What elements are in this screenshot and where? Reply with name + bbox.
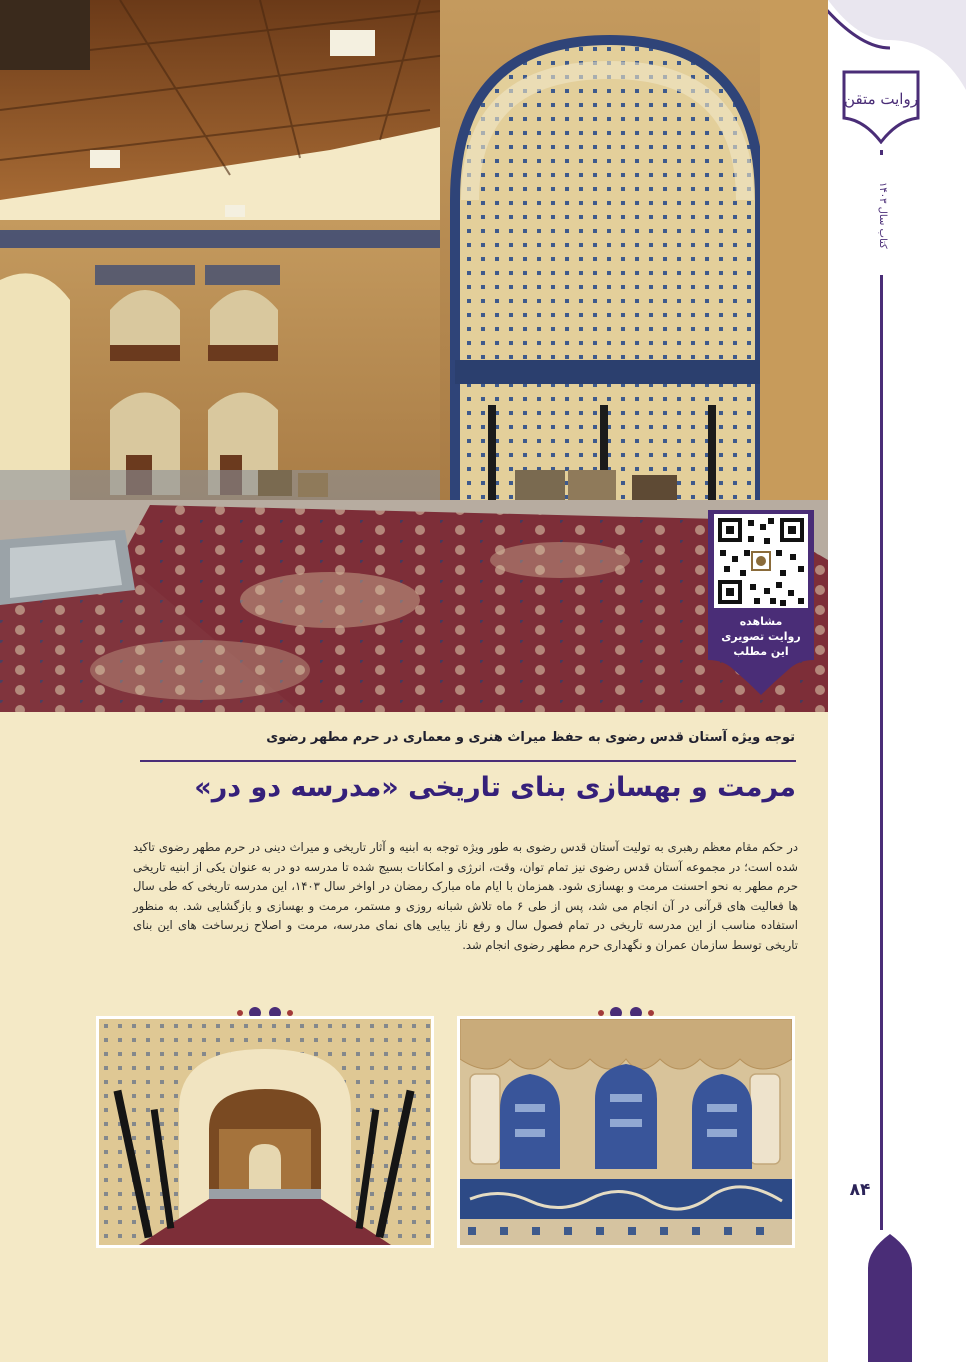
- qr-code-pattern-icon: [714, 514, 808, 608]
- qr-label-line2: روایت تصویری: [721, 630, 801, 643]
- iwan-interior-illustration: [99, 1019, 431, 1245]
- page-number: ۸۴: [849, 1180, 871, 1200]
- sidebar-ornament: [828, 0, 966, 1362]
- sidebar-bottom-tab: [864, 1228, 916, 1362]
- qr-code[interactable]: [714, 514, 808, 608]
- right-sidebar: [828, 0, 966, 1362]
- qr-label-line1: مشاهده: [739, 615, 783, 628]
- photo-iwan-interior: [96, 1016, 434, 1248]
- article-kicker: توجه ویژه آستان قدس رضوی به حفظ میراث هنری و معماری در حرم مطهر رضوی: [266, 730, 795, 745]
- sidebar-vertical-rule: [880, 150, 883, 1230]
- qr-label: [708, 614, 814, 664]
- kicker-divider: [140, 760, 796, 762]
- muqarnas-detail-illustration: [460, 1019, 792, 1245]
- photo-muqarnas-detail: [457, 1016, 795, 1248]
- sidebar-year-label: کتاب سال ۱۴۰۳: [874, 155, 890, 275]
- madrasa-courtyard-illustration: [0, 0, 828, 712]
- logo-text: روایت متقن: [844, 90, 918, 108]
- article-headline: مرمت و بهسازی بنای تاریخی «مدرسه دو در»: [194, 772, 796, 803]
- article-body: در حکم مقام معظم رهبری به تولیت آستان قدس رضوی به طور ویژه توجه به ابنیه و آثار تاریخی و میراث دینی در حرم مطهر رضوی تاکید شده است؛ در مجموعه آستان قدس رضوی نیز تمام توان، وقت، انرژی و امکانات بسیج شده تا مدرسه دو در به عنوان یکی از ابنیه تاریخی حرم مطهر به نحو احسنت مرمت و بهسازی شود. همزمان با ایام ماه مبارک رمضان در اواخر سال ۱۴۰۳، این مدرسه تاریخی که طی سال ها فعالیت های قرآنی در آن انجام می شد، پس از طی ۶ ماه تلاش شبانه روزی و مستمر، مرمت و بهسازی و بازگشایی شد. به منظور استفاده مناسب از این مدرسه تاریخی در تمام فصول سال و رفع ناز یبایی های نمای مدرسه، مرمت و اصلاح زیرساخت های این بنای تاریخی توسط سازمان عمران و نگهداری حرم مطهر رضوی انجام شد.: [133, 840, 799, 952]
- qr-label-line3: این مطلب: [733, 645, 789, 658]
- magazine-logo: [838, 68, 924, 144]
- hero-photo: [0, 0, 828, 712]
